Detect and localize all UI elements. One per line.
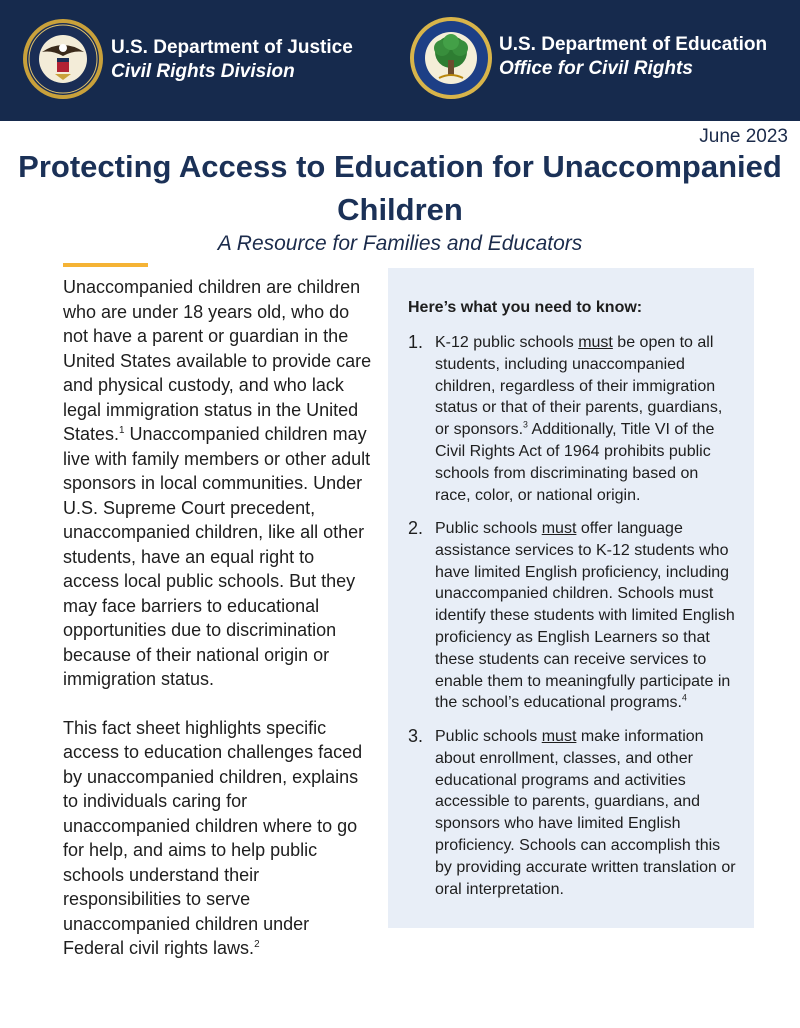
footnote-ref: 3 bbox=[523, 419, 528, 430]
intro-paragraph-1 bbox=[63, 275, 375, 692]
doj-agency bbox=[111, 36, 353, 84]
item-number: 1. bbox=[408, 332, 424, 352]
page-title bbox=[0, 145, 800, 231]
page-header bbox=[0, 0, 800, 121]
doj-seal bbox=[22, 18, 104, 100]
intro-text: Unaccompanied children may live with family members or other adult sponsors in local communities. Under U.S. Supreme Court precedent, unaccompanied children, like all other students, have an equal right to access local public schools. But they may face barriers to educational opportunities due to discrimination because of their national origin or immigration status. bbox=[63, 424, 371, 689]
intro-paragraph-2 bbox=[63, 716, 375, 961]
list-item bbox=[408, 518, 738, 714]
list-item bbox=[408, 332, 738, 506]
panel-heading: Here’s what you need to know: bbox=[408, 299, 643, 316]
ed-seal bbox=[409, 16, 493, 100]
accent-rule bbox=[63, 263, 148, 267]
intro-text: This fact sheet highlights specific access to education challenges faced by unaccompanied children, explains to individuals caring for unaccompanied children where to go for help, and aims to help public schools understand their responsibilities to serve unaccompanied children under Federal civil rights laws. bbox=[63, 717, 363, 958]
intro-text: Unaccompanied children are children who are under 18 years old, who do not have a parent or guardian in the United States available to provide care and physical custody, and who lack legal immigration status in the United States. bbox=[63, 277, 372, 444]
doj-name: U.S. Department of Justice bbox=[111, 37, 353, 58]
item-text: K-12 public schools must be open to all students, including unaccompanied children, regardless of their immigration status or that of their parents, guardians, or sponsors.$^3$ Additionally, Title VI of the Civil Rights Act of 1964 prohibits public schools from discriminating based on race, color, or national origin. bbox=[435, 334, 723, 504]
item-text: Public schools must make information about enrollment, classes, and other educational programs and activities accessible to parents, guardians, and sponsors who have limited English proficiency. Schools can accomplish this by providing accurate written translation or oral interpretation. bbox=[435, 728, 736, 898]
ed-office: Office for Civil Rights bbox=[499, 58, 693, 79]
item-number: 2. bbox=[408, 518, 424, 538]
footnote-ref: 4 bbox=[681, 693, 687, 704]
list-item bbox=[408, 726, 738, 900]
item-text: Public schools must offer language assistance services to K-12 students who have limited English proficiency, including unaccompanied children. Schools must identify these students with limited English proficiency as English Learners so that these students can receive services to enable them to meaningfully participate in the school’s educational programs.$^4$ bbox=[435, 520, 735, 712]
page-title-text: Protecting Access to Education for Unaccompanied Children bbox=[18, 149, 782, 227]
publication-date: June 2023 bbox=[699, 126, 788, 147]
emphasis: must bbox=[541, 520, 577, 537]
footnote-ref: 2 bbox=[254, 939, 260, 950]
footnote-ref: 1 bbox=[119, 425, 125, 436]
ed-agency bbox=[499, 33, 767, 81]
item-number: 3. bbox=[408, 726, 424, 746]
doj-division: Civil Rights Division bbox=[111, 61, 295, 82]
page-subtitle: A Resource for Families and Educators bbox=[217, 232, 583, 255]
emphasis: must bbox=[541, 728, 577, 745]
emphasis: must bbox=[578, 334, 613, 351]
ed-name: U.S. Department of Education bbox=[499, 34, 768, 55]
key-points-panel bbox=[388, 268, 754, 928]
intro-column bbox=[63, 275, 375, 961]
